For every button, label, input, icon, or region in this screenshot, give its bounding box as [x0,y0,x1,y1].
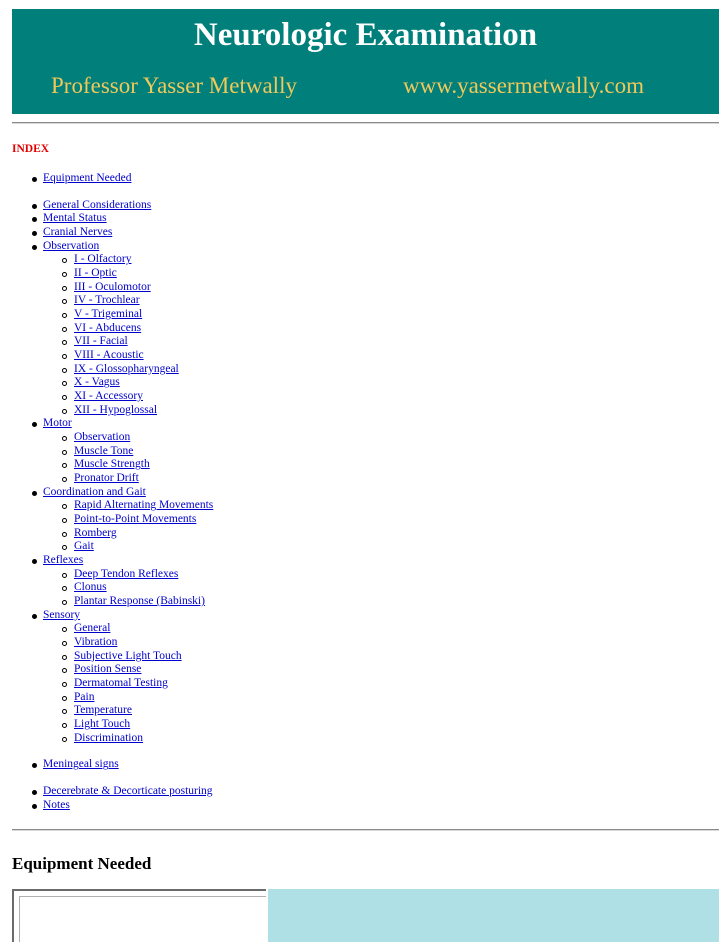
toc-bullet [32,790,37,795]
toc-link[interactable]: Motor [43,417,72,430]
toc-link[interactable]: Subjective Light Touch [74,649,182,662]
toc-link[interactable]: Romberg [74,526,117,539]
toc-subbullet [62,641,67,646]
toc-subbullet [62,395,67,400]
toc-link[interactable]: VIII - Acoustic [74,349,144,362]
toc-link[interactable]: Gait [74,540,94,553]
toc-link[interactable]: General [74,622,111,635]
toc-subbullet [62,436,67,441]
toc-subbullet [62,709,67,714]
toc-bullet [32,763,37,768]
toc-link[interactable]: V - Trigeminal [74,308,143,321]
toc-link[interactable]: Pronator Drift [74,472,139,485]
toc-subbullet [62,682,67,687]
toc-subbullet [62,627,67,632]
table-cell-right [268,889,719,942]
toc-bullet [32,614,37,619]
toc-link[interactable]: Muscle Strength [74,458,150,471]
toc-link[interactable]: IV - Trochlear [74,294,140,307]
toc-bullet [32,245,37,250]
toc-bullet [32,804,37,809]
toc-link[interactable]: Observation [74,431,131,444]
toc-link[interactable]: Notes [43,798,70,811]
toc-link[interactable]: XII - Hypoglossal [74,403,158,416]
toc-subbullet [62,286,67,291]
toc-subbullet [62,655,67,660]
toc-bullet [32,422,37,427]
toc-link[interactable]: Clonus [74,581,107,594]
toc-link[interactable]: Pain [74,690,95,703]
toc-subbullet [62,272,67,277]
toc-subbullet [62,600,67,605]
index-heading: INDEX [12,143,50,155]
toc-subbullet [62,532,67,537]
toc-link[interactable]: Mental Status [43,212,107,225]
toc-link[interactable]: Position Sense [74,663,142,676]
toc-link[interactable]: Sensory [43,608,81,621]
toc-link[interactable]: VI - Abducens [74,321,142,334]
toc-subbullet [62,723,67,728]
author-name: Professor Yasser Metwally [51,73,297,98]
toc-subbullet [62,573,67,578]
toc-link[interactable]: Cranial Nerves [43,226,113,238]
toc-link[interactable]: Equipment Needed [43,172,132,184]
toc-link[interactable]: III - Oculomotor [74,280,151,293]
toc-bullet [32,217,37,222]
toc-link[interactable]: Light Touch [74,718,131,731]
toc-subbullet [62,327,67,332]
toc-link[interactable]: XI - Accessory [74,390,143,403]
toc-subbullet [62,545,67,550]
toc-link[interactable]: Coordination and Gait [43,485,146,498]
toc-link[interactable]: Temperature [74,704,132,717]
toc-link[interactable]: II - Optic [74,267,117,280]
toc-link[interactable]: VII - Facial [74,335,128,348]
toc-link[interactable]: I - Olfactory [74,253,132,266]
toc-subbullet [62,477,67,482]
toc-subbullet [62,299,67,304]
toc-link[interactable]: Rapid Alternating Movements [74,499,214,512]
toc-subbullet [62,258,67,263]
toc-bullet [32,559,37,564]
toc-link[interactable]: Dermatomal Testing [74,677,168,690]
toc-link[interactable]: X - Vagus [74,376,120,389]
toc-subbullet [62,696,67,701]
toc-subbullet [62,518,67,523]
divider-bottom [12,829,719,831]
toc-subbullet [62,354,67,359]
toc-bullet [32,204,37,209]
toc-link[interactable]: Meningeal signs [43,758,119,771]
toc-subbullet [62,313,67,318]
table-cell-left [12,889,266,942]
toc-bullet [32,177,37,182]
table-cell-left-inner [19,896,266,942]
toc-subbullet [62,368,67,373]
toc-link[interactable]: Deep Tendon Reflexes [74,567,179,580]
toc-link[interactable]: Muscle Tone [74,444,134,457]
website-text: www.yassermetwally.com [403,73,645,98]
toc-link[interactable]: Decerebrate & Decorticate posturing [43,785,213,798]
toc-subbullet [62,737,67,742]
toc-link[interactable]: Observation [43,239,100,252]
toc-subbullet [62,504,67,509]
toc-link[interactable]: Point-to-Point Movements [74,513,197,526]
toc-link[interactable]: Vibration [74,636,118,649]
toc-subbullet [62,409,67,414]
toc-link[interactable]: Plantar Response (Babinski) [74,595,205,608]
section-heading-equipment: Equipment Needed [12,854,152,873]
toc-subbullet [62,381,67,386]
toc-subbullet [62,586,67,591]
toc-subbullet [62,463,67,468]
toc-subbullet [62,450,67,455]
toc-subbullet [62,668,67,673]
toc-link[interactable]: Discrimination [74,731,143,744]
toc-subbullet [62,340,67,345]
page-title: Neurologic Examination [193,17,538,53]
toc-link[interactable]: Reflexes [43,554,84,567]
toc-link[interactable]: IX - Glossopharyngeal [74,362,179,375]
header-banner [12,9,719,114]
divider-top [12,122,719,124]
toc-link[interactable]: General Considerations [43,198,152,211]
toc-bullet [32,491,37,496]
toc-bullet [32,231,37,236]
